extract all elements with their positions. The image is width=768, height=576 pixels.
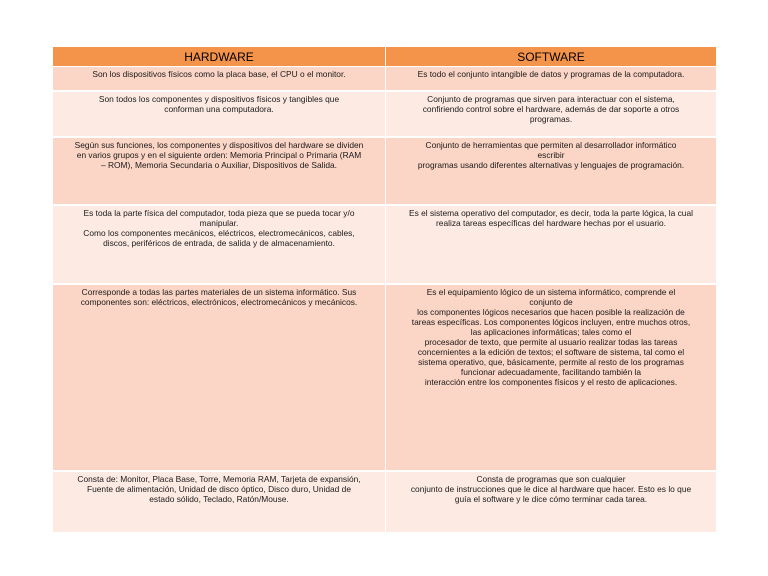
hardware-cell-line: manipular.	[199, 218, 239, 228]
software-cell-line: escribir	[537, 150, 565, 160]
software-cell-line: las aplicaciones informáticas; tales como el	[470, 327, 632, 337]
hardware-cell-line: en varios grupos y en el siguiente orden: Memoria Principal o Primaria (RAM	[76, 150, 362, 160]
software-cell-line: sistema operativo, que, básicamente, permite al resto de los programas	[418, 357, 684, 367]
table-row	[53, 471, 717, 533]
software-cell-line: realiza tareas específicas del hardware hechas por el usuario.	[436, 218, 666, 228]
software-cell-line: confiriendo control sobre el hardware, además de dar soporte a otros	[422, 104, 680, 114]
software-cell-line: Es el sistema operativo del computador, es decir, toda la parte lógica, la cual	[409, 208, 693, 218]
software-cell	[386, 137, 717, 205]
hardware-cell-line: Consta de: Monitor, Placa Base, Torre, Memoria RAM, Tarjeta de expansión,	[77, 474, 361, 484]
hardware-cell	[53, 91, 386, 137]
software-cell-line: guía el software y le dice cómo terminar cada tarea.	[454, 494, 648, 504]
hardware-cell-line: Según sus funciones, los componentes y dispositivos del hardware se dividen	[74, 140, 364, 150]
software-cell-line: concernientes a la edición de textos; el software de sistema, tal como el	[417, 347, 685, 357]
comparison-table-wrapper	[52, 46, 716, 534]
hardware-cell-line: Corresponde a todas las partes materiales de un sistema informático. Sus	[81, 287, 357, 297]
header-hardware: HARDWARE	[53, 47, 386, 67]
software-cell-line: programas.	[529, 114, 573, 124]
table-row	[53, 137, 717, 205]
software-cell-line: tareas específicas. Los componentes lógicos incluyen, entre muchos otros,	[411, 317, 691, 327]
table-row	[53, 91, 717, 137]
software-cell-line: funcionar adecuadamente, facilitando también la	[460, 367, 642, 377]
hardware-cell-line: conforman una computadora.	[164, 104, 274, 114]
hardware-cell	[53, 137, 386, 205]
software-cell-line: Es todo el conjunto intangible de datos y programas de la computadora.	[417, 69, 685, 79]
hardware-cell-line: Son los dispositivos físicos como la placa base, el CPU o el monitor.	[92, 69, 346, 79]
software-cell-line: conjunto de instrucciones que le dice al hardware que hacer. Esto es lo que	[410, 484, 692, 494]
table-row	[53, 205, 717, 284]
software-cell-line: Es el equipamiento lógico de un sistema informático, comprende el	[426, 287, 676, 297]
table-body	[53, 67, 717, 534]
hardware-cell-line: – ROM), Memoria Secundaria o Auxiliar, Dispositivos de Salida.	[101, 160, 337, 170]
software-cell-line: programas usando diferentes alternativas y lenguajes de programación.	[417, 160, 685, 170]
hardware-cell-line: Fuente de alimentación, Unidad de disco óptico, Disco duro, Unidad de	[87, 484, 351, 494]
hardware-cell-line: Son todos los componentes y dispositivos físicos y tangibles que	[98, 94, 340, 104]
software-cell-line: Conjunto de programas que sirven para interactuar con el sistema,	[427, 94, 675, 104]
hardware-cell-line: Como los componentes mecánicos, eléctricos, electromecánicos, cables,	[83, 228, 355, 238]
software-cell	[386, 471, 717, 533]
software-cell-line: Conjunto de herramientas que permiten al desarrollador informático	[425, 140, 677, 150]
table-row	[53, 284, 717, 471]
hardware-cell-line: discos, periféricos de entrada, de salida y de almacenamiento.	[103, 238, 335, 248]
software-cell-line: interacción entre los componentes físicos y el resto de aplicaciones.	[424, 377, 678, 387]
header-software: SOFTWARE	[386, 47, 717, 67]
hardware-cell-line: componentes son: eléctricos, electrónicos, electromecánicos y mecánicos.	[80, 297, 358, 307]
software-cell-line: los componentes lógicos necesarios que hacen posible la realización de	[417, 307, 685, 317]
hardware-cell-line: estado sólido, Teclado, Ratón/Mouse.	[149, 494, 289, 504]
software-cell-line: procesador de texto, que permite al usuario realizar todas las tareas	[424, 337, 678, 347]
software-cell	[386, 284, 717, 471]
software-cell	[386, 91, 717, 137]
software-cell	[386, 205, 717, 284]
hardware-cell	[53, 67, 386, 92]
hardware-cell	[53, 284, 386, 471]
hardware-software-table	[52, 46, 717, 534]
hardware-cell	[53, 205, 386, 284]
hardware-cell	[53, 471, 386, 533]
software-cell-line: conjunto de	[529, 297, 573, 307]
hardware-cell-line: Es toda la parte física del computador, toda pieza que se pueda tocar y/o	[83, 208, 355, 218]
software-cell	[386, 67, 717, 92]
table-row	[53, 67, 717, 92]
software-cell-line: Consta de programas que son cualquier	[476, 474, 626, 484]
header-row	[53, 47, 717, 67]
